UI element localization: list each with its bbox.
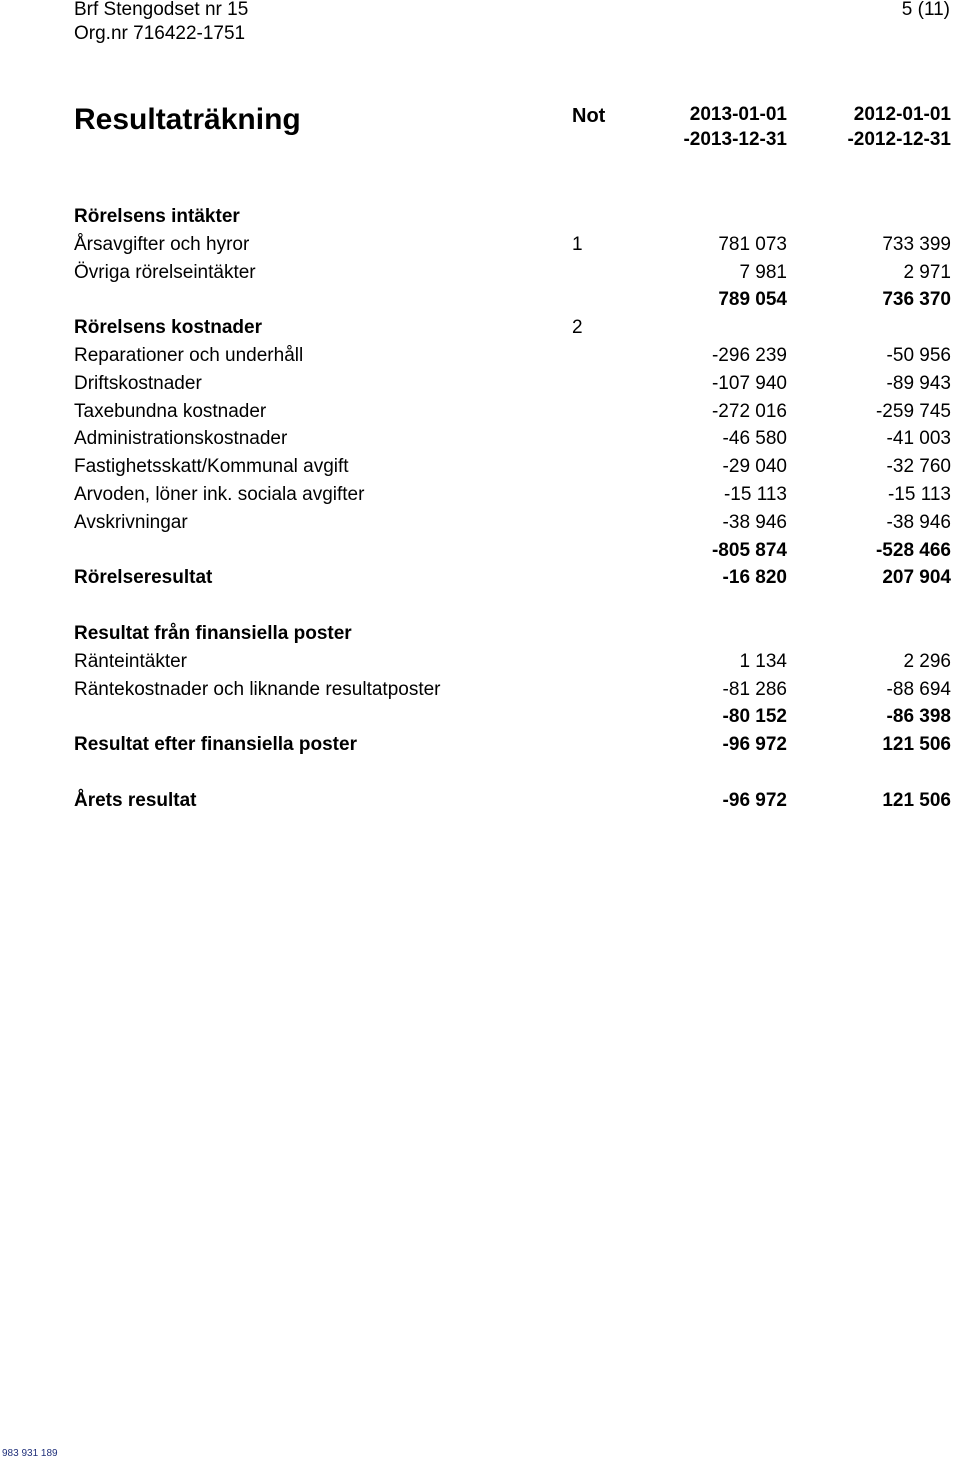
row-value-previous: -32 760 bbox=[886, 456, 951, 478]
row-label: Rörelseresultat bbox=[74, 567, 213, 589]
row-value-current: -96 972 bbox=[722, 734, 787, 756]
table-row bbox=[0, 509, 960, 537]
association-name: Brf Stengodset nr 15 bbox=[74, 0, 249, 20]
row-value-previous: 733 399 bbox=[882, 233, 951, 255]
row-label: Årets resultat bbox=[74, 789, 197, 811]
row-value-previous: -528 466 bbox=[875, 539, 951, 561]
column-header-previous-period bbox=[847, 102, 951, 152]
row-value-previous: 2 296 bbox=[903, 650, 951, 672]
row-value-previous: -89 943 bbox=[886, 372, 951, 394]
table-row bbox=[0, 259, 960, 287]
row-label: Avskrivningar bbox=[74, 511, 188, 533]
table-row-total bbox=[0, 787, 960, 815]
row-value-previous: -86 398 bbox=[886, 706, 951, 728]
row-value-current: 781 073 bbox=[718, 233, 787, 255]
table-row-subtotal bbox=[0, 537, 960, 565]
table-row bbox=[0, 425, 960, 453]
row-note: 2 bbox=[572, 317, 583, 339]
row-label: Rörelsens kostnader bbox=[74, 317, 262, 339]
page-number: 5 (11) bbox=[901, 0, 950, 20]
table-row-subtotal bbox=[0, 703, 960, 731]
table-row bbox=[0, 620, 960, 648]
org-number: Org.nr 716422-1751 bbox=[74, 23, 246, 44]
row-label: Fastighetsskatt/Kommunal avgift bbox=[74, 456, 349, 478]
table-row bbox=[0, 231, 960, 259]
row-label: Rörelsens intäkter bbox=[74, 206, 240, 227]
previous-period-start: 2012-01-01 bbox=[853, 104, 951, 125]
row-value-current: -15 113 bbox=[723, 483, 787, 505]
column-header-current-period bbox=[683, 102, 787, 152]
row-value-current: -16 820 bbox=[722, 567, 787, 589]
table-row bbox=[0, 314, 960, 342]
row-value-previous: 736 370 bbox=[882, 289, 951, 311]
table-row bbox=[0, 203, 960, 231]
current-period-start: 2013-01-01 bbox=[689, 104, 787, 125]
table-row bbox=[0, 370, 960, 398]
table-row-total bbox=[0, 731, 960, 759]
row-value-previous: -259 745 bbox=[875, 400, 951, 422]
row-note: 1 bbox=[572, 233, 583, 255]
row-label: Driftskostnader bbox=[74, 372, 202, 394]
column-header-note: Not bbox=[572, 105, 606, 127]
row-value-current: -107 940 bbox=[711, 372, 787, 394]
row-value-current: -46 580 bbox=[722, 428, 787, 450]
table-row bbox=[0, 648, 960, 676]
row-value-previous: -41 003 bbox=[886, 428, 951, 450]
row-value-current: -81 286 bbox=[722, 678, 787, 700]
previous-period-end: -2012-12-31 bbox=[847, 129, 951, 150]
row-label: Övriga rörelseintäkter bbox=[74, 261, 256, 283]
table-row bbox=[0, 453, 960, 481]
row-label: Årsavgifter och hyror bbox=[74, 233, 250, 255]
row-value-current: -38 946 bbox=[722, 511, 787, 533]
row-value-previous: -38 946 bbox=[886, 511, 951, 533]
row-label: Räntekostnader och liknande resultatposter bbox=[74, 678, 441, 700]
row-value-current: -272 016 bbox=[711, 400, 787, 422]
row-label: Reparationer och underhåll bbox=[74, 344, 304, 366]
row-value-current: 1 134 bbox=[739, 650, 787, 672]
table-row-spacer bbox=[0, 759, 960, 787]
page-title: Resultaträkning bbox=[74, 103, 301, 136]
row-value-previous: 2 971 bbox=[903, 261, 951, 283]
row-value-previous: -50 956 bbox=[886, 344, 951, 366]
row-value-previous: 121 506 bbox=[882, 789, 951, 811]
row-value-current: -805 874 bbox=[711, 539, 787, 561]
row-value-previous: -15 113 bbox=[887, 483, 951, 505]
document-header bbox=[74, 0, 248, 46]
row-value-current: -80 152 bbox=[722, 706, 787, 728]
row-label: Taxebundna kostnader bbox=[74, 400, 267, 422]
row-label: Resultat från finansiella poster bbox=[74, 622, 352, 644]
row-value-previous: 207 904 bbox=[882, 567, 951, 589]
table-row bbox=[0, 398, 960, 426]
document-id-code: 983 931 189 bbox=[2, 1448, 58, 1459]
current-period-end: -2013-12-31 bbox=[683, 129, 787, 150]
table-row-total bbox=[0, 564, 960, 592]
row-value-previous: 121 506 bbox=[882, 734, 951, 756]
income-statement-table bbox=[0, 203, 960, 815]
row-value-current: -29 040 bbox=[722, 456, 787, 478]
table-row bbox=[0, 676, 960, 704]
row-label: Ränteintäkter bbox=[74, 650, 188, 672]
row-value-current: -296 239 bbox=[711, 344, 787, 366]
row-label: Arvoden, löner ink. sociala avgifter bbox=[74, 483, 365, 505]
table-row bbox=[0, 481, 960, 509]
table-row bbox=[0, 342, 960, 370]
table-row-spacer bbox=[0, 592, 960, 620]
row-value-current: -96 972 bbox=[722, 789, 787, 811]
row-value-current: 789 054 bbox=[718, 289, 787, 311]
row-value-previous: -88 694 bbox=[886, 678, 951, 700]
row-label: Resultat efter finansiella poster bbox=[74, 734, 357, 756]
row-label: Administrationskostnader bbox=[74, 428, 288, 450]
table-row-subtotal bbox=[0, 286, 960, 314]
row-value-current: 7 981 bbox=[739, 261, 787, 283]
